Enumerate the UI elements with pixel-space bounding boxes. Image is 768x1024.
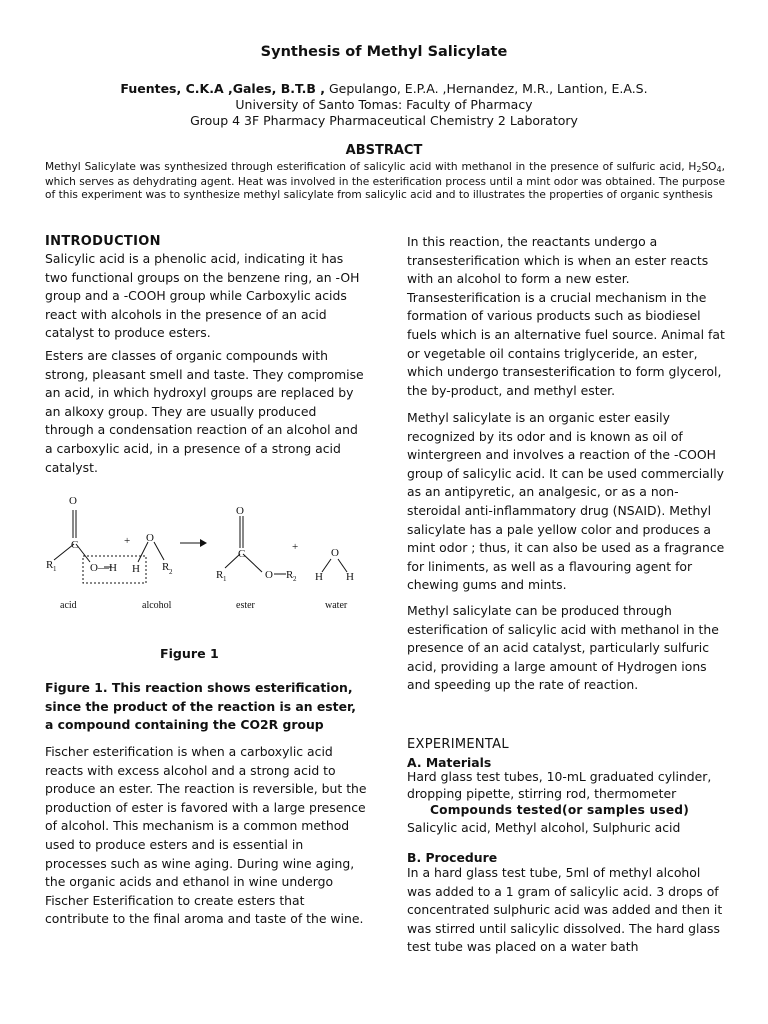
group-line: Group 4 3F Pharmacy Pharmaceutical Chemistry 2 Laboratory — [190, 113, 578, 128]
acid-OH: O—H — [90, 562, 117, 574]
right-paragraph-2: Methyl salicylate is an organic ester easily recognized by its odor and is known as oil of wintergreen and involves a reaction of the -COOH group of salicylic acid. It can be used commercially as an antipyretic, an analgesic, or as a non-steroidal anti-inflammatory drug (NSAID). Methyl salicylate has a pale yellow color and produces a mint odor ; thus, it can also be used as a fragrance for liniments, as well as a flavouring agent for chewing gums and mints. — [407, 410, 725, 593]
compounds-heading: Compounds tested(or samples used) — [430, 803, 689, 817]
affiliation: University of Santo Tomas: Faculty of Pharmacy — [235, 97, 533, 112]
acid-R1-sub: 1 — [53, 565, 57, 573]
experimental-heading: EXPERIMENTAL — [407, 737, 509, 752]
water-H2: H — [346, 571, 354, 583]
alcohol-O: O — [146, 532, 154, 544]
compounds-text: Salicylic acid, Methyl alcohol, Sulphuric acid — [407, 820, 681, 835]
ester-O: O — [265, 569, 273, 581]
ester-R2-sub: 2 — [293, 575, 297, 583]
alcohol-R2: R — [162, 561, 170, 573]
right-paragraph-1: In this reaction, the reactants undergo a transesterification which is when an ester reacts with an alcohol to form a new ester. Transesterification is a crucial mechanism in the formation of various products such as biodiesel fuels which is an alternative fuel source. Animal fat or vegetable oil contains triglyceride, an ester, which undergo transesterification to form glycerol, the by-product, and methyl ester. — [407, 234, 725, 398]
procedure-text: In a hard glass test tube, 5ml of methyl alcohol was added to a 1 gram of salicylic acid. 3 drops of concentrated sulphuric acid was added and then it was stirred until salicylic dissolved. The hard glass test tube was placed on a water bath — [407, 865, 723, 955]
label-ester: ester — [236, 600, 255, 611]
label-water: water — [325, 600, 348, 611]
materials-text: Hard glass test tubes, 10-mL graduated cylinder, dropping pipette, stirring rod, thermometer — [407, 769, 712, 801]
reaction-arrow-head — [200, 539, 207, 547]
intro-paragraph-2: Esters are classes of organic compounds with strong, pleasant smell and taste. They compromise an acid, in which hydroxyl groups are replaced by an alkoxy group. They are usually produced through a condensation reaction of an alcohol and a carboxylic acid, in a presence of a strong acid catalyst. — [45, 348, 364, 475]
label-acid: acid — [60, 600, 77, 611]
ester-R2: R — [286, 569, 294, 581]
alcohol-H: H — [132, 563, 140, 575]
procedure-heading: B. Procedure — [407, 850, 498, 865]
alcohol-r2-bond — [154, 542, 164, 560]
acid-C: C — [71, 539, 79, 551]
intro-paragraph-3: Fischer esterification is when a carboxylic acid reacts with excess alcohol and a strong acid to produce an ester. The reaction is reversible, but the production of ester is favored with a large presence of alcohol. This mechanism is a common method used to produce esters and is essential in processes such as wine aging. During wine aging, the organic acids and ethanol in wine undergo Fischer Esterification to create esters that contribute to the final aroma and taste of the wine. — [45, 744, 367, 927]
abstract-heading: ABSTRACT — [345, 143, 423, 158]
abstract-text: Methyl Salicylate was synthesized through esterification of salicylic acid with methanol in the presence of sulfuric acid, $H_2SO_4$, which serves as dehydrating agent. Heat was involved in the esterification process until a mint odor was obtained. The purpose of this experiment was to synthesize methyl salicylate from salicylic acid and to illustrates the properties of organic synthesis — [45, 161, 725, 202]
ester-C: C — [238, 548, 246, 560]
intro-paragraph-1: Salicylic acid is a phenolic acid, indicating it has two functional groups on the benzene ring, an -OH group and a -COOH group while Carboxylic acids react with alcohols in the presence of an acid catalyst to produce esters. — [45, 251, 360, 341]
authors-rest: Gepulango, E.P.A. ,Hernandez, M.R., Lantion, E.A.S. — [325, 81, 648, 96]
figure-label: Figure 1 — [160, 646, 219, 661]
water-h1-bond — [322, 559, 331, 572]
ester-O-top: O — [236, 505, 244, 517]
authors-bold: Fuentes, C.K.A ,Gales, B.T.B , — [120, 81, 326, 96]
ester-R1-sub: 1 — [223, 575, 227, 583]
materials-heading: A. Materials — [407, 755, 492, 770]
acid-R1: R — [46, 559, 54, 571]
author-list — [0, 81, 768, 96]
paper-title: Synthesis of Methyl Salicylate — [260, 44, 508, 60]
introduction-heading: INTRODUCTION — [45, 234, 161, 249]
label-alcohol: alcohol — [142, 600, 172, 611]
acid-O: O — [69, 495, 77, 507]
plus-1: + — [124, 535, 131, 547]
plus-2: + — [292, 541, 299, 553]
figure-caption: Figure 1. This reaction shows esterification, since the product of the reaction is an ester, a compound containing the CO2R group — [45, 680, 356, 733]
alcohol-R2-sub: 2 — [169, 568, 173, 576]
esterification-diagram — [40, 486, 370, 616]
right-paragraph-3: Methyl salicylate can be produced through esterification of salicylic acid with methanol in the presence of an acid catalyst, particularly sulfuric acid, providing a large amount of Hydrogen ions and speeding up the rate of reaction. — [407, 603, 719, 693]
water-H1: H — [315, 571, 323, 583]
ester-R1: R — [216, 569, 224, 581]
ester-o-bond — [243, 554, 262, 572]
water-O: O — [331, 547, 339, 559]
